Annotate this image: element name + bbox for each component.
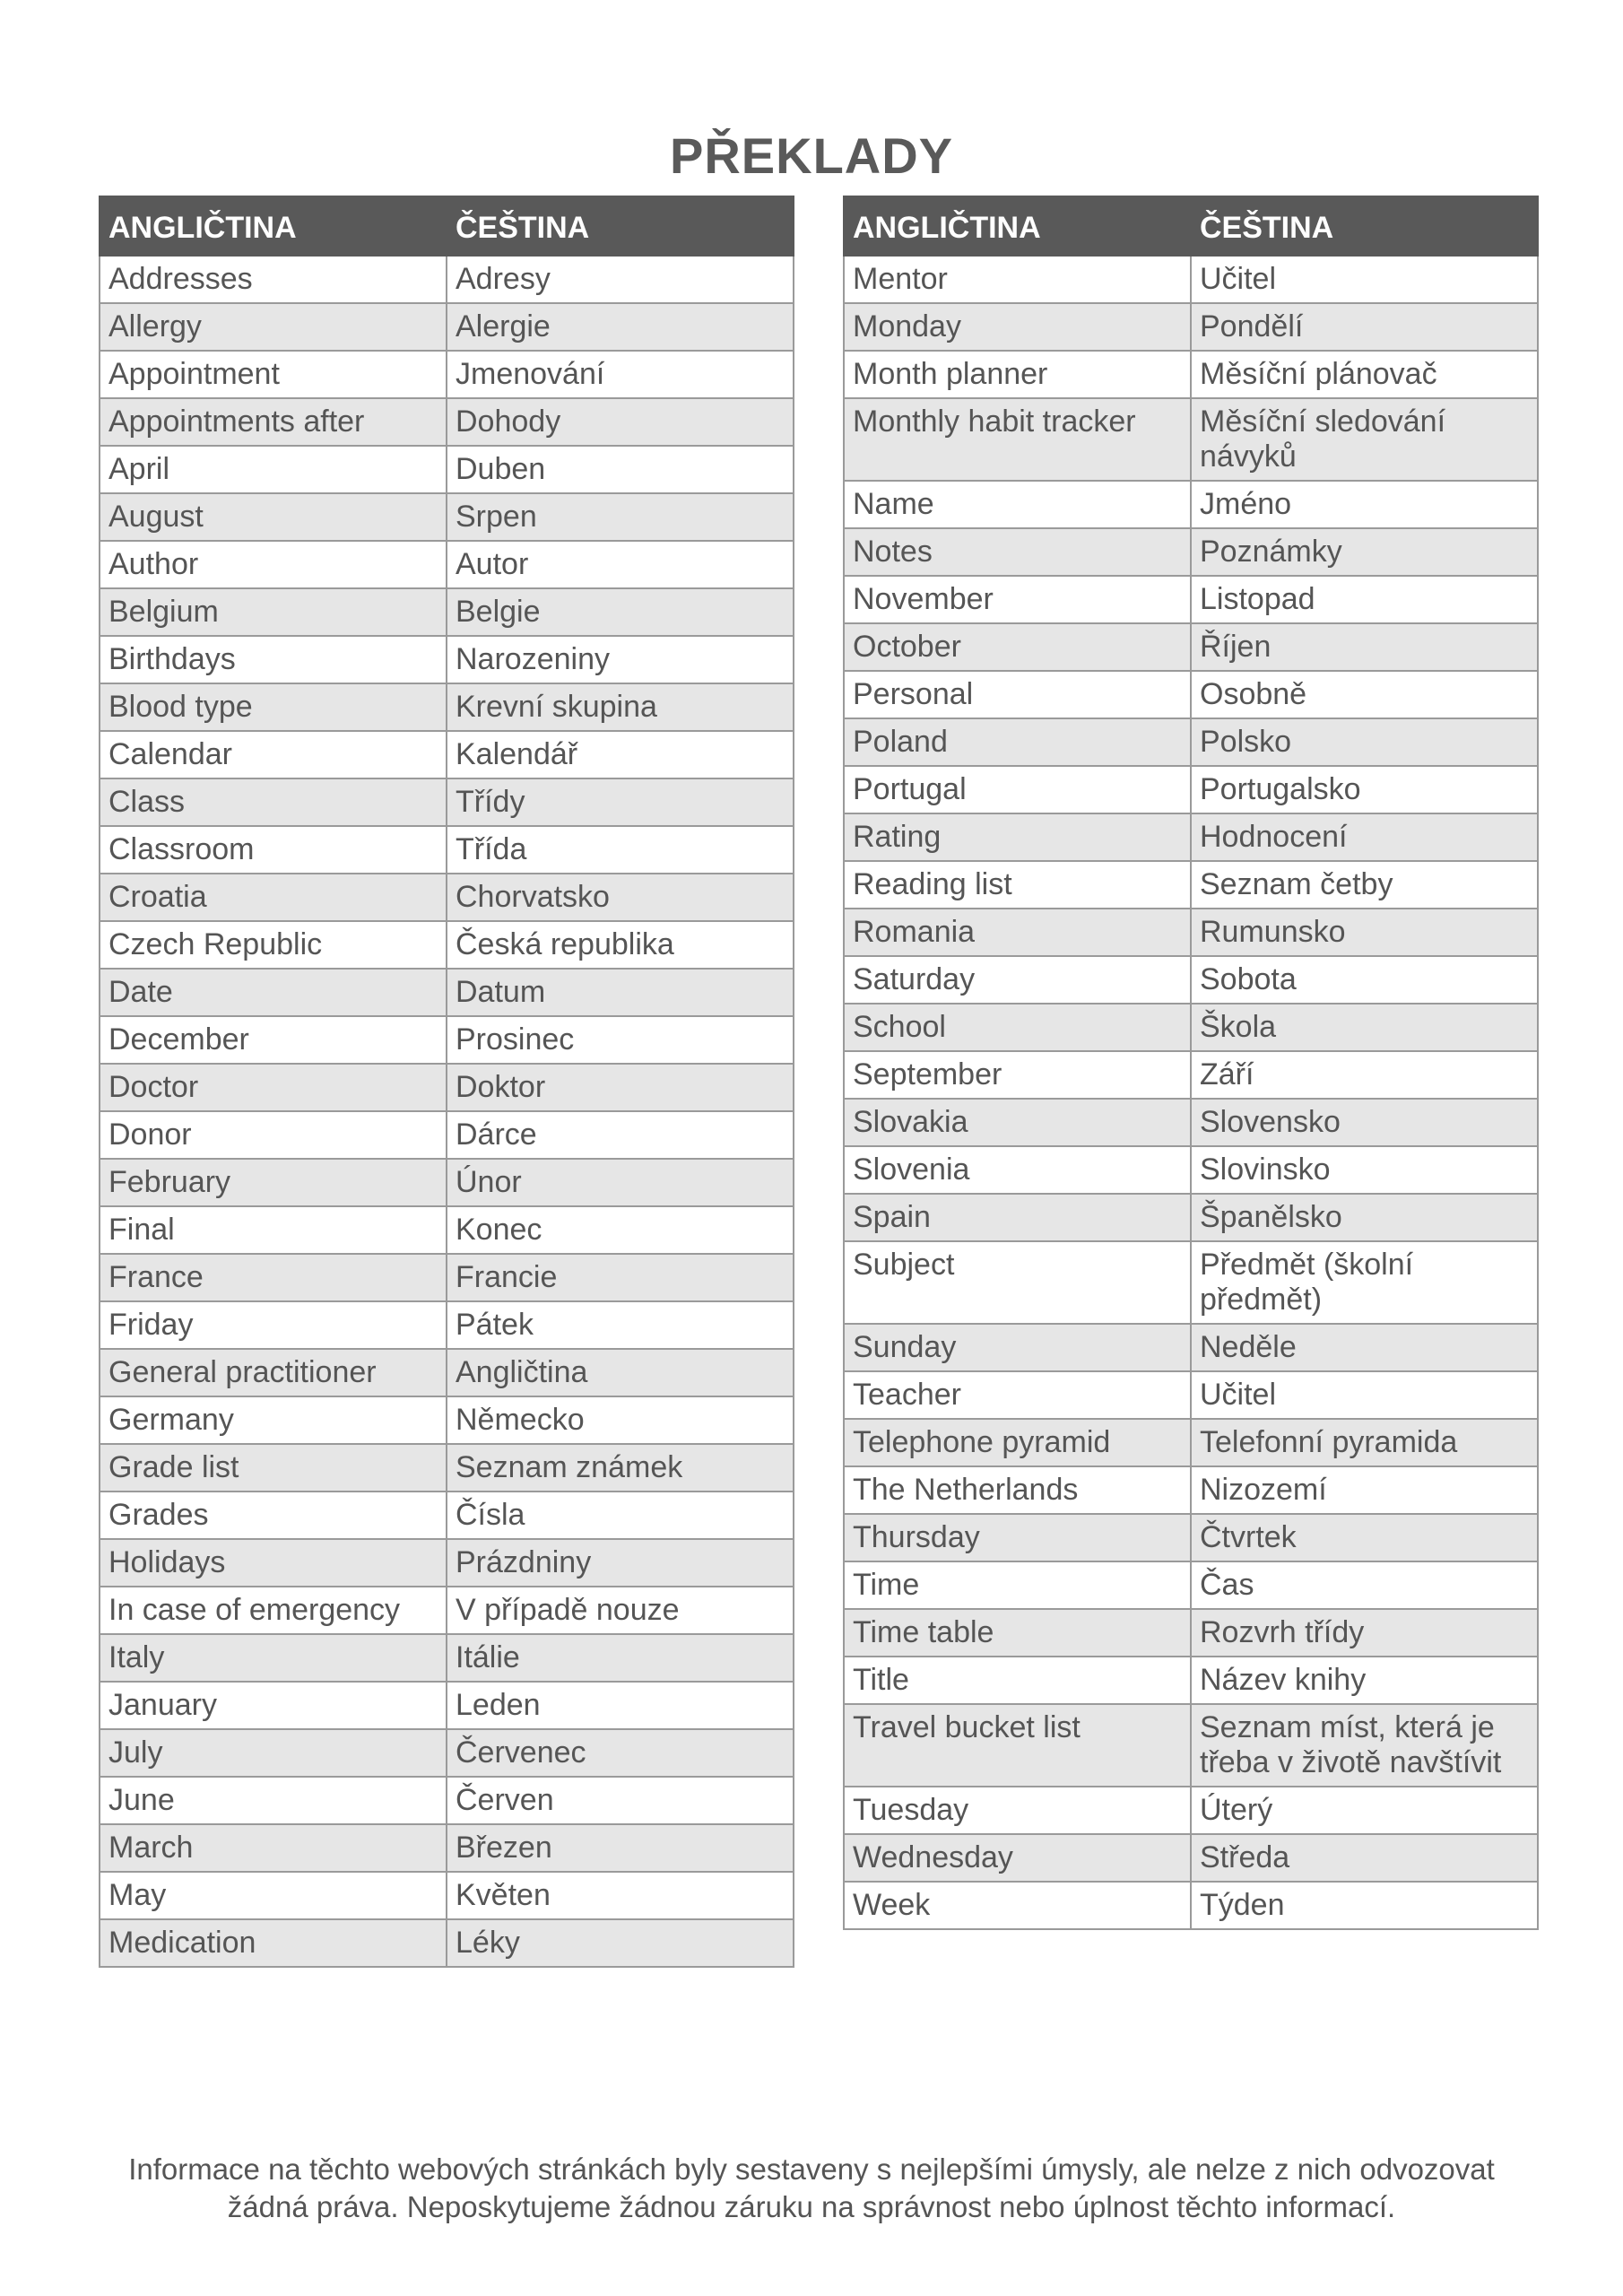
table-row: [844, 671, 1538, 718]
table-row: [844, 1657, 1538, 1704]
table-row: [100, 1016, 794, 1064]
english-term-cell: Calendar: [100, 731, 447, 778]
english-term-cell: Birthdays: [100, 636, 447, 683]
english-term-cell: Slovenia: [844, 1146, 1191, 1194]
english-term-cell: Holidays: [100, 1539, 447, 1587]
english-term-cell: November: [844, 576, 1191, 623]
czech-translation-cell: Španělsko: [1191, 1194, 1538, 1241]
czech-translation-cell: Březen: [447, 1824, 794, 1872]
czech-translation-cell: Pondělí: [1191, 303, 1538, 351]
czech-translation-cell: Říjen: [1191, 623, 1538, 671]
table-row: [100, 1682, 794, 1729]
table-row: [844, 1561, 1538, 1609]
table-row: [100, 1777, 794, 1824]
czech-translation-cell: Čas: [1191, 1561, 1538, 1609]
table-row: [844, 1834, 1538, 1882]
table-row: [844, 398, 1538, 481]
disclaimer-line: žádná práva. Neposkytujeme žádnou záruku na správnost nebo úplnost těchto informací.: [227, 2190, 1396, 2223]
czech-translation-cell: Léky: [447, 1919, 794, 1967]
czech-translation-cell: Leden: [447, 1682, 794, 1729]
table-row: [100, 636, 794, 683]
czech-translation-cell: Předmět (školní předmět): [1191, 1241, 1538, 1324]
english-term-cell: Romania: [844, 909, 1191, 956]
english-term-cell: Spain: [844, 1194, 1191, 1241]
czech-translation-cell: Středa: [1191, 1834, 1538, 1882]
table-row: [100, 1111, 794, 1159]
english-term-cell: Saturday: [844, 956, 1191, 1004]
czech-translation-cell: Seznam známek: [447, 1444, 794, 1492]
table-row: [100, 1587, 794, 1634]
english-term-cell: Final: [100, 1206, 447, 1254]
czech-translation-cell: Rozvrh třídy: [1191, 1609, 1538, 1657]
english-term-cell: October: [844, 623, 1191, 671]
english-term-cell: Germany: [100, 1396, 447, 1444]
czech-translation-cell: Učitel: [1191, 256, 1538, 303]
table-row: [100, 921, 794, 969]
english-term-cell: Doctor: [100, 1064, 447, 1111]
table-row: [100, 1159, 794, 1206]
table-header-row: [100, 196, 794, 256]
table-row: [100, 398, 794, 446]
english-term-cell: Poland: [844, 718, 1191, 766]
table-row: [844, 718, 1538, 766]
czech-translation-cell: Prázdniny: [447, 1539, 794, 1587]
english-term-cell: Mentor: [844, 256, 1191, 303]
czech-translation-cell: Čísla: [447, 1492, 794, 1539]
czech-translation-cell: Listopad: [1191, 576, 1538, 623]
czech-translation-cell: Portugalsko: [1191, 766, 1538, 813]
czech-translation-cell: Třída: [447, 826, 794, 874]
english-term-cell: August: [100, 493, 447, 541]
english-term-cell: April: [100, 446, 447, 493]
english-term-cell: In case of emergency: [100, 1587, 447, 1634]
czech-translation-cell: Belgie: [447, 588, 794, 636]
english-term-cell: Tuesday: [844, 1787, 1191, 1834]
czech-translation-cell: Slovinsko: [1191, 1146, 1538, 1194]
english-term-cell: Week: [844, 1882, 1191, 1929]
english-term-cell: June: [100, 1777, 447, 1824]
english-term-cell: January: [100, 1682, 447, 1729]
czech-translation-cell: Poznámky: [1191, 528, 1538, 576]
table-row: [844, 909, 1538, 956]
table-row: [100, 1254, 794, 1301]
table-row: [844, 1099, 1538, 1146]
english-term-cell: Wednesday: [844, 1834, 1191, 1882]
czech-translation-cell: Slovensko: [1191, 1099, 1538, 1146]
translation-table-left: [99, 196, 794, 1968]
english-term-cell: Italy: [100, 1634, 447, 1682]
table-row: [844, 956, 1538, 1004]
english-term-cell: July: [100, 1729, 447, 1777]
czech-translation-cell: Pátek: [447, 1301, 794, 1349]
czech-translation-cell: Autor: [447, 541, 794, 588]
table-row: [100, 826, 794, 874]
table-row: [844, 256, 1538, 303]
table-row: [844, 1324, 1538, 1371]
czech-translation-cell: Hodnocení: [1191, 813, 1538, 861]
english-term-cell: Sunday: [844, 1324, 1191, 1371]
czech-translation-cell: V případě nouze: [447, 1587, 794, 1634]
czech-translation-cell: Měsíční sledování návyků: [1191, 398, 1538, 481]
english-term-cell: Classroom: [100, 826, 447, 874]
czech-translation-cell: Dohody: [447, 398, 794, 446]
table-header-row: [844, 196, 1538, 256]
english-term-cell: Grade list: [100, 1444, 447, 1492]
czech-translation-cell: Angličtina: [447, 1349, 794, 1396]
czech-translation-cell: Únor: [447, 1159, 794, 1206]
table-row: [844, 351, 1538, 398]
czech-translation-cell: Nizozemí: [1191, 1466, 1538, 1514]
table-row: [844, 1146, 1538, 1194]
czech-translation-cell: Měsíční plánovač: [1191, 351, 1538, 398]
table-row: [100, 1444, 794, 1492]
english-term-cell: Author: [100, 541, 447, 588]
english-term-cell: Belgium: [100, 588, 447, 636]
table-row: [100, 778, 794, 826]
table-row: [844, 576, 1538, 623]
english-term-cell: Allergy: [100, 303, 447, 351]
table-row: [100, 493, 794, 541]
english-term-cell: Friday: [100, 1301, 447, 1349]
czech-translation-cell: Doktor: [447, 1064, 794, 1111]
english-term-cell: Rating: [844, 813, 1191, 861]
table-row: [844, 766, 1538, 813]
english-term-cell: March: [100, 1824, 447, 1872]
czech-translation-cell: Červen: [447, 1777, 794, 1824]
table-row: [100, 256, 794, 303]
english-term-cell: Teacher: [844, 1371, 1191, 1419]
czech-translation-cell: Německo: [447, 1396, 794, 1444]
table-row: [844, 1466, 1538, 1514]
table-row: [844, 1004, 1538, 1051]
czech-translation-cell: Prosinec: [447, 1016, 794, 1064]
table-row: [100, 1492, 794, 1539]
table-row: [844, 623, 1538, 671]
table-row: [844, 813, 1538, 861]
table-row: [844, 1194, 1538, 1241]
czech-translation-cell: Červenec: [447, 1729, 794, 1777]
czech-translation-cell: Alergie: [447, 303, 794, 351]
czech-translation-cell: Chorvatsko: [447, 874, 794, 921]
czech-translation-cell: Neděle: [1191, 1324, 1538, 1371]
table-row: [100, 1872, 794, 1919]
table-row: [100, 1824, 794, 1872]
english-term-cell: Monthly habit tracker: [844, 398, 1191, 481]
english-term-cell: Name: [844, 481, 1191, 528]
english-term-cell: Telephone pyramid: [844, 1419, 1191, 1466]
english-term-cell: Czech Republic: [100, 921, 447, 969]
czech-translation-cell: Duben: [447, 446, 794, 493]
czech-translation-cell: Osobně: [1191, 671, 1538, 718]
czech-translation-cell: Telefonní pyramida: [1191, 1419, 1538, 1466]
english-term-cell: Slovakia: [844, 1099, 1191, 1146]
table-row: [100, 303, 794, 351]
english-term-cell: Appointment: [100, 351, 447, 398]
column-header-english: ANGLIČTINA: [100, 196, 447, 256]
czech-translation-cell: Itálie: [447, 1634, 794, 1682]
czech-translation-cell: Datum: [447, 969, 794, 1016]
table-row: [100, 588, 794, 636]
table-row: [844, 1704, 1538, 1787]
table-row: [844, 1051, 1538, 1099]
czech-translation-cell: Seznam četby: [1191, 861, 1538, 909]
czech-translation-cell: Třídy: [447, 778, 794, 826]
czech-translation-cell: Týden: [1191, 1882, 1538, 1929]
table-row: [100, 541, 794, 588]
table-row: [844, 1241, 1538, 1324]
table-row: [844, 1882, 1538, 1929]
table-row: [844, 481, 1538, 528]
czech-translation-cell: Srpen: [447, 493, 794, 541]
czech-translation-cell: Adresy: [447, 256, 794, 303]
czech-translation-cell: Seznam míst, která je třeba v životě navštívit: [1191, 1704, 1538, 1787]
table-row: [100, 1064, 794, 1111]
english-term-cell: Donor: [100, 1111, 447, 1159]
czech-translation-cell: Čtvrtek: [1191, 1514, 1538, 1561]
czech-translation-cell: Název knihy: [1191, 1657, 1538, 1704]
czech-translation-cell: Rumunsko: [1191, 909, 1538, 956]
table-row: [844, 303, 1538, 351]
english-term-cell: Subject: [844, 1241, 1191, 1324]
czech-translation-cell: Česká republika: [447, 921, 794, 969]
table-row: [100, 446, 794, 493]
czech-translation-cell: Kalendář: [447, 731, 794, 778]
table-row: [844, 1371, 1538, 1419]
english-term-cell: Grades: [100, 1492, 447, 1539]
english-term-cell: Title: [844, 1657, 1191, 1704]
english-term-cell: September: [844, 1051, 1191, 1099]
table-row: [100, 1634, 794, 1682]
table-row: [100, 683, 794, 731]
czech-translation-cell: Francie: [447, 1254, 794, 1301]
czech-translation-cell: Sobota: [1191, 956, 1538, 1004]
czech-translation-cell: Narozeniny: [447, 636, 794, 683]
czech-translation-cell: Jmenování: [447, 351, 794, 398]
table-row: [844, 1787, 1538, 1834]
english-term-cell: School: [844, 1004, 1191, 1051]
table-row: [844, 1609, 1538, 1657]
table-row: [100, 1349, 794, 1396]
table-row: [100, 874, 794, 921]
czech-translation-cell: Dárce: [447, 1111, 794, 1159]
table-row: [844, 861, 1538, 909]
english-term-cell: Blood type: [100, 683, 447, 731]
table-row: [100, 1729, 794, 1777]
disclaimer-footer: [0, 2151, 1623, 2226]
english-term-cell: Portugal: [844, 766, 1191, 813]
english-term-cell: Reading list: [844, 861, 1191, 909]
english-term-cell: May: [100, 1872, 447, 1919]
table-row: [100, 1539, 794, 1587]
english-term-cell: Addresses: [100, 256, 447, 303]
czech-translation-cell: Jméno: [1191, 481, 1538, 528]
english-term-cell: The Netherlands: [844, 1466, 1191, 1514]
czech-translation-cell: Konec: [447, 1206, 794, 1254]
table-row: [844, 1514, 1538, 1561]
czech-translation-cell: Květen: [447, 1872, 794, 1919]
table-row: [100, 1919, 794, 1967]
english-term-cell: Personal: [844, 671, 1191, 718]
english-term-cell: December: [100, 1016, 447, 1064]
english-term-cell: Notes: [844, 528, 1191, 576]
english-term-cell: Date: [100, 969, 447, 1016]
english-term-cell: Month planner: [844, 351, 1191, 398]
table-row: [100, 969, 794, 1016]
table-row: [100, 1396, 794, 1444]
czech-translation-cell: Krevní skupina: [447, 683, 794, 731]
czech-translation-cell: Úterý: [1191, 1787, 1538, 1834]
table-row: [100, 1301, 794, 1349]
page-title: PŘEKLADY: [669, 126, 954, 184]
czech-translation-cell: Škola: [1191, 1004, 1538, 1051]
english-term-cell: Croatia: [100, 874, 447, 921]
czech-translation-cell: Září: [1191, 1051, 1538, 1099]
english-term-cell: Time: [844, 1561, 1191, 1609]
english-term-cell: Travel bucket list: [844, 1704, 1191, 1787]
english-term-cell: Thursday: [844, 1514, 1191, 1561]
czech-translation-cell: Polsko: [1191, 718, 1538, 766]
english-term-cell: Time table: [844, 1609, 1191, 1657]
column-header-czech: ČEŠTINA: [1191, 196, 1538, 256]
table-row: [100, 351, 794, 398]
english-term-cell: February: [100, 1159, 447, 1206]
english-term-cell: Medication: [100, 1919, 447, 1967]
column-header-english: ANGLIČTINA: [844, 196, 1191, 256]
table-row: [844, 1419, 1538, 1466]
table-row: [844, 528, 1538, 576]
translation-table-right: [843, 196, 1539, 1930]
english-term-cell: Monday: [844, 303, 1191, 351]
english-term-cell: Appointments after: [100, 398, 447, 446]
czech-translation-cell: Učitel: [1191, 1371, 1538, 1419]
table-row: [100, 1206, 794, 1254]
english-term-cell: France: [100, 1254, 447, 1301]
disclaimer-line: Informace na těchto webových stránkách byly sestaveny s nejlepšími úmysly, ale nelze z nich odvozovat: [128, 2152, 1495, 2186]
english-term-cell: General practitioner: [100, 1349, 447, 1396]
english-term-cell: Class: [100, 778, 447, 826]
column-header-czech: ČEŠTINA: [447, 196, 794, 256]
table-row: [100, 731, 794, 778]
